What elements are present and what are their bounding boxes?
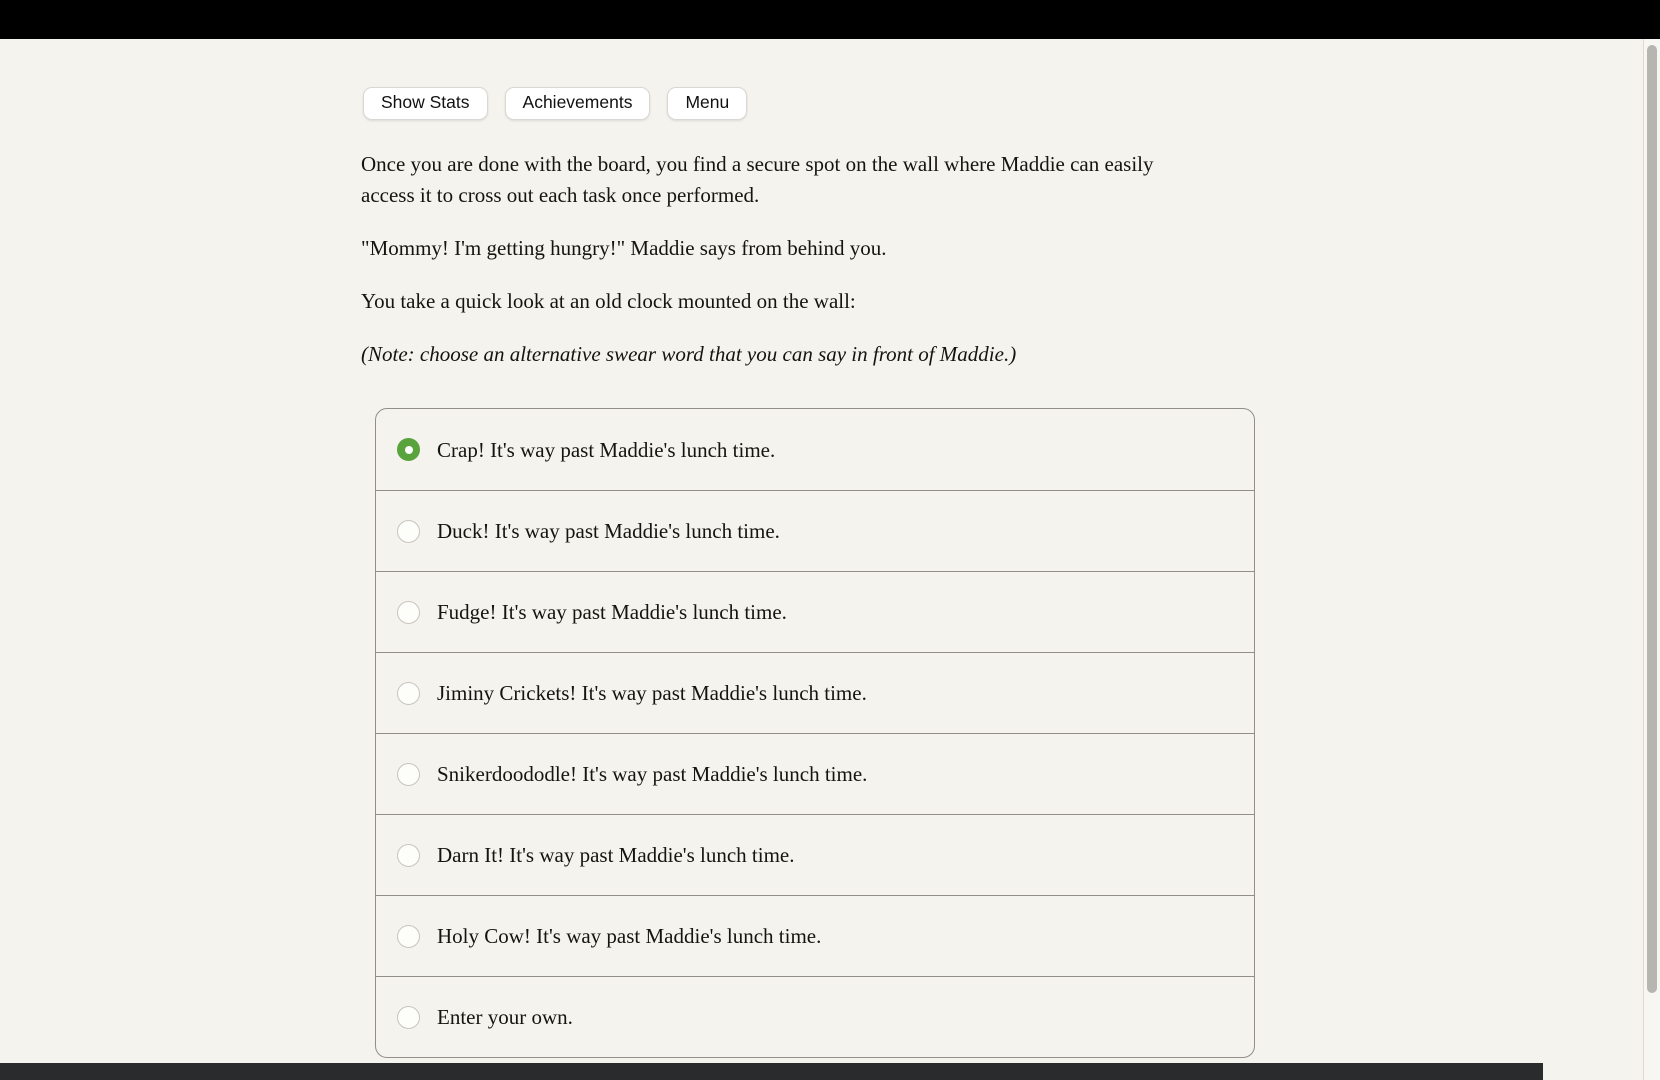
bottom-dark-bar <box>0 1063 1543 1080</box>
top-black-bar <box>0 0 1660 39</box>
radio-icon[interactable] <box>397 438 420 461</box>
achievements-button[interactable]: Achievements <box>505 87 651 120</box>
choice-label[interactable]: Duck! It's way past Maddie's lunch time. <box>437 519 780 543</box>
scrollbar-thumb[interactable] <box>1647 45 1657 993</box>
choices-list <box>375 408 1255 1058</box>
choice-label[interactable]: Snikerdoododle! It's way past Maddie's lunch time. <box>437 762 868 786</box>
choice-label[interactable]: Fudge! It's way past Maddie's lunch time. <box>437 600 787 624</box>
note-paragraph: (Note: choose an alternative swear word that you can say in front of Maddie.) <box>361 342 1017 366</box>
show-stats-button[interactable]: Show Stats <box>363 87 488 120</box>
radio-icon[interactable] <box>397 1006 420 1029</box>
toolbar <box>363 87 1281 120</box>
radio-icon[interactable] <box>397 682 420 705</box>
choice-label[interactable]: Enter your own. <box>437 1005 573 1029</box>
choice-label[interactable]: Crap! It's way past Maddie's lunch time. <box>437 437 776 462</box>
story-page <box>361 87 1281 1058</box>
choice-label[interactable]: Holy Cow! It's way past Maddie's lunch time. <box>437 924 822 948</box>
radio-icon[interactable] <box>397 925 420 948</box>
radio-icon[interactable] <box>397 601 420 624</box>
radio-icon[interactable] <box>397 520 420 543</box>
scrollbar[interactable] <box>1643 39 1660 1080</box>
choice-row-fudge[interactable] <box>376 571 1254 652</box>
menu-button[interactable]: Menu <box>667 87 747 120</box>
story-paragraph: Once you are done with the board, you find a secure spot on the wall where Maddie can easily access it to cross out each task once performed. <box>361 152 1154 207</box>
story-paragraph: "Mommy! I'm getting hungry!" Maddie says from behind you. <box>361 236 887 260</box>
choice-row-darn-it[interactable] <box>376 814 1254 895</box>
choice-row-duck[interactable] <box>376 490 1254 571</box>
radio-icon[interactable] <box>397 763 420 786</box>
choice-label[interactable]: Darn It! It's way past Maddie's lunch time. <box>437 843 795 867</box>
choice-label[interactable]: Jiminy Crickets! It's way past Maddie's lunch time. <box>437 681 867 705</box>
story-text <box>361 149 1281 370</box>
choice-row-jiminy-crickets[interactable] <box>376 652 1254 733</box>
choice-row-holy-cow[interactable] <box>376 895 1254 976</box>
choice-row-snikerdoododle[interactable] <box>376 733 1254 814</box>
radio-icon[interactable] <box>397 844 420 867</box>
choice-row-enter-your-own[interactable] <box>376 976 1254 1057</box>
choice-row-crap[interactable] <box>376 409 1254 490</box>
story-paragraph: You take a quick look at an old clock mounted on the wall: <box>361 289 856 313</box>
